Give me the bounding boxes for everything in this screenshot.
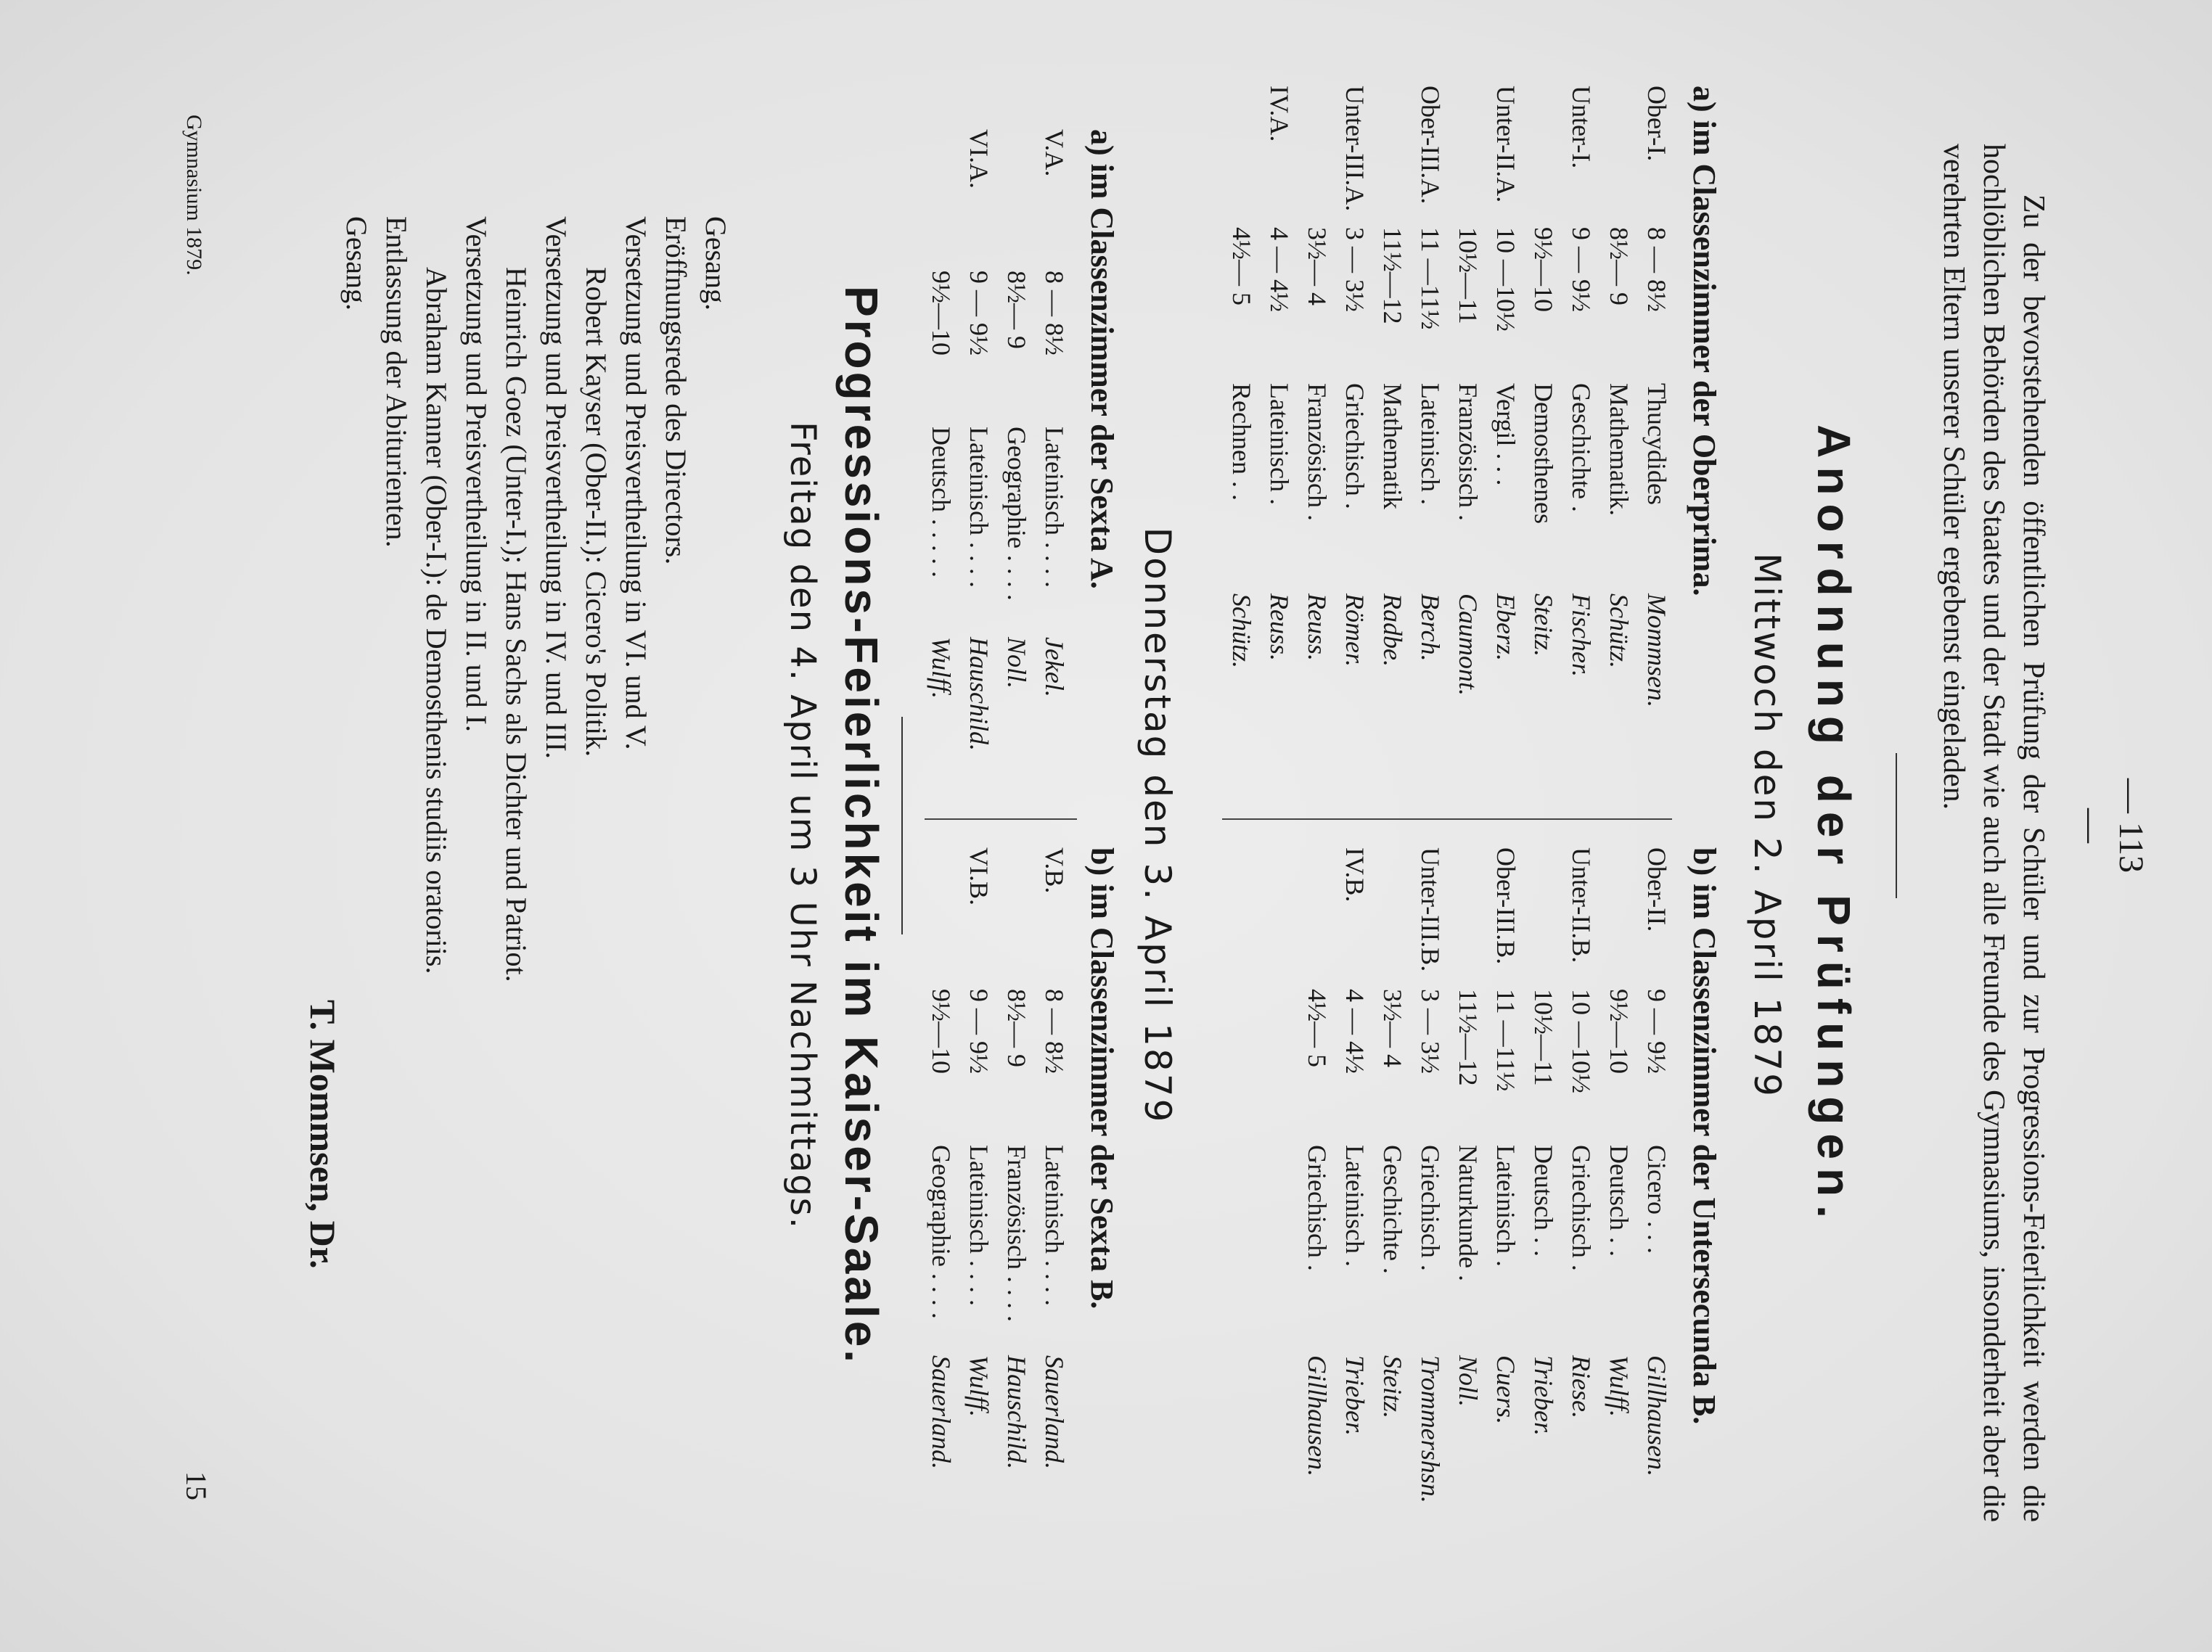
time-cell: 4½— 5 [1303,989,1332,1067]
class-cell: IV.A. [1265,86,1294,142]
time-cell: 10 —10½ [1567,989,1596,1093]
intro-paragraph [1933,144,2053,1522]
section-heading-untersecunda-b: b) im Classenzimmer der Untersecunda B. [1687,847,1722,1425]
class-cell: Ober-I. [1642,86,1671,162]
programme-item: Eröffnungsrede des Directors. [660,216,692,565]
column-divider [925,818,1077,820]
schedule-row [1295,847,1332,1573]
day1-date: Mittwoch den 2. April 1879 [1746,553,1788,1098]
teacher-cell: Jekel. [1040,637,1069,697]
subject-cell: Geographie . . . . [927,1145,956,1319]
time-cell: 10 —10½ [1491,227,1520,332]
class-cell: Ober-III.B. [1491,847,1520,965]
rotated-page [32,28,2180,1624]
teacher-cell: Noll. [1002,637,1031,689]
programme-item: Heinrich Goez (Unter-I.); Hans Sachs als Dichter und Patriot. [500,267,533,982]
time-cell: 4½— 5 [1227,227,1256,305]
schedule-row [919,129,957,811]
class-cell: V.A. [1040,129,1069,177]
footer-left: Gymnasium 1879. [182,115,206,276]
page-number: — 113 — [2072,778,2150,874]
schedule-row [1370,847,1408,1573]
schedule-row [1597,847,1634,1573]
teacher-cell: Trieber. [1529,1355,1558,1437]
teacher-cell: Trommershsn. [1416,1355,1445,1503]
time-cell: 8½— 9 [1605,227,1634,305]
subject-cell: Naturkunde . [1454,1145,1483,1281]
schedule-row [1332,86,1370,811]
subject-cell: Griechisch . [1567,1145,1596,1271]
subject-cell: Deutsch . . [1529,1145,1558,1257]
time-cell: 3½— 4 [1378,989,1407,1067]
schedule-row [1521,86,1559,811]
teacher-cell: Sauerland. [927,1355,956,1469]
subject-cell: Lateinisch . [1416,383,1445,505]
programme-item: Versetzung und Preisvertheilung in VI. und V. [620,216,652,750]
class-cell: IV.B. [1340,847,1369,903]
teacher-cell: Gillhausen. [1303,1355,1332,1476]
time-cell: 8 — 8½ [1040,989,1069,1074]
teacher-cell: Reuss. [1265,593,1294,661]
subject-cell: Deutsch . . [1605,1145,1634,1257]
teacher-cell: Schütz. [1605,593,1634,668]
time-cell: 8½— 9 [1002,271,1031,349]
schedule-row [1032,847,1070,1544]
time-cell: 3 — 3½ [1340,227,1369,312]
teacher-cell: Hauschild. [1002,1355,1031,1469]
column-divider [1222,818,1672,820]
divider [1896,753,1897,898]
signature [302,1000,344,1269]
schedule-row [1634,86,1672,811]
subject-cell: Griechisch . [1340,383,1369,509]
schedule-row [1559,86,1597,811]
teacher-cell: Römer. [1340,593,1369,667]
time-cell: 3½— 4 [1303,227,1332,305]
schedule-row [1634,847,1672,1573]
subject-cell: Lateinisch . . . . [1040,1145,1069,1306]
time-cell: 4 — 4½ [1340,989,1369,1074]
subject-cell: Deutsch . . . . . [927,427,956,578]
subject-cell: Lateinisch . . . . [1040,427,1069,588]
teacher-cell: Riese. [1567,1355,1596,1418]
subject-cell: Vergil . . . [1491,383,1520,486]
schedule-row [1597,86,1634,811]
schedule-table-oberprima [1208,86,1672,811]
subject-cell: Lateinisch . . . . [964,1145,994,1306]
time-cell: 11½—12 [1454,989,1483,1086]
programme-item: Gesang. [700,216,732,311]
teacher-cell: Mommsen. [1642,593,1671,707]
time-cell: 9 — 9½ [1642,989,1671,1074]
time-cell: 9 — 9½ [1567,227,1596,312]
teacher-cell: Gillhausen. [1642,1355,1671,1476]
schedule-table-sexta-a [910,129,1070,811]
section-heading-oberprima: a) im Classenzimmer der Oberprima. [1687,86,1722,596]
ceremony-date: Freitag den 4. April um 3 Uhr Nachmittags. [782,421,823,1230]
class-cell: VI.A. [964,129,994,189]
schedule-row [1370,86,1408,811]
time-cell: 11½—12 [1378,227,1407,324]
subject-cell: Geschichte . [1378,1145,1407,1274]
schedule-row [1521,847,1559,1573]
section-heading-sexta-b: b) im Classenzimmer der Sexta B. [1084,847,1120,1310]
schedule-table-untersecunda-b [1208,847,1672,1573]
class-cell: Unter-III.B. [1416,847,1445,972]
schedule-row [1483,86,1521,811]
subject-cell: Französisch . [1454,383,1483,521]
class-cell: VI.B. [964,847,994,905]
programme-item: Entlassung der Abiturienten. [380,216,413,548]
ceremony-programme [337,216,736,982]
class-cell: Unter-I. [1567,86,1596,169]
teacher-cell: Caumont. [1454,593,1483,696]
subject-cell: Lateinisch . [1265,383,1294,505]
subject-cell: Mathematik [1378,383,1407,509]
subject-cell: Mathematik. [1605,383,1634,516]
footer-page-number: 15 [180,1471,213,1500]
time-cell: 10½—11 [1529,989,1558,1086]
section-heading-sexta-a: a) im Classenzimmer der Sexta A. [1084,129,1120,589]
time-cell: 9 — 9½ [964,271,994,356]
schedule-row [1219,86,1257,811]
time-cell: 8 — 8½ [1040,271,1069,356]
time-cell: 8½— 9 [1002,989,1031,1067]
schedule-row [994,847,1032,1544]
time-cell: 8 — 8½ [1642,227,1671,312]
class-cell: Unter-II.B. [1567,847,1596,963]
schedule-row [1332,847,1370,1573]
time-cell: 4 — 4½ [1265,227,1294,312]
time-cell: 3 — 3½ [1416,989,1445,1074]
subject-cell: Demosthenes [1529,383,1558,524]
class-cell: Unter-III.A. [1340,86,1369,212]
time-cell: 9 — 9½ [964,989,994,1074]
schedule-table-sexta-b [910,847,1070,1544]
subject-cell: Lateinisch . . . . [964,427,994,588]
teacher-cell: Trieber. [1340,1355,1369,1437]
programme-item: Versetzung und Preisvertheilung in II. und I. [460,216,493,732]
programme-item: Abraham Kanner (Ober-I.): de Demosthenis studiis oratoriis. [420,267,453,974]
schedule-row [1408,847,1446,1573]
programme-item: Gesang. [340,216,373,311]
schedule-row [1295,86,1332,811]
teacher-cell: Eberz. [1491,593,1520,661]
subject-cell: Lateinisch . [1491,1145,1520,1267]
class-cell: Unter-II.A. [1491,86,1520,203]
signature-text: T. Mommsen, Dr. [303,1000,343,1269]
teacher-cell: Wulff. [927,637,956,699]
teacher-cell: Schütz. [1227,593,1256,668]
subject-cell: Griechisch . [1303,1145,1332,1271]
time-cell: 9½—10 [927,989,956,1074]
teacher-cell: Steitz. [1378,1355,1407,1418]
teacher-cell: Sauerland. [1040,1355,1069,1469]
schedule-row [1257,86,1295,811]
schedule-row [1559,847,1597,1573]
teacher-cell: Fischer. [1567,593,1596,677]
subject-cell: Französisch . [1303,383,1332,521]
class-cell: Ober-III.A. [1416,86,1445,205]
teacher-cell: Berch. [1416,593,1445,662]
teacher-cell: Radbe. [1378,593,1407,667]
schedule-row [994,129,1032,811]
subject-cell: Geschichte . [1567,383,1596,512]
page-title: Anordnung der Prüfungen. [1808,424,1860,1227]
schedule-row [1032,129,1070,811]
teacher-cell: Reuss. [1303,593,1332,661]
subject-cell: Cicero . . . [1642,1145,1671,1254]
subject-cell: Französisch . . . . [1002,1145,1031,1322]
time-cell: 11 —11½ [1416,227,1445,330]
programme-item: Robert Kayser (Ober-II.): Cicero's Politik. [580,267,613,757]
teacher-cell: Steitz. [1529,593,1558,657]
subject-cell: Geographie . . . . [1002,427,1031,601]
subject-cell: Griechisch . [1416,1145,1445,1271]
programme-item: Versetzung und Preisvertheilung in IV. und III. [540,216,573,760]
teacher-cell: Wulff. [964,1355,994,1418]
time-cell: 10½—11 [1454,227,1483,324]
teacher-cell: Noll. [1454,1355,1483,1408]
schedule-row [1446,847,1483,1573]
schedule-row [919,847,957,1544]
schedule-row [957,129,994,811]
time-cell: 11 —11½ [1491,989,1520,1092]
schedule-row [957,847,994,1544]
subject-cell: Thucydides [1642,383,1671,505]
ceremony-title: Progressions-Feierlichkeit im Kaiser-Saale. [835,285,888,1366]
time-cell: 9½—10 [927,271,956,356]
time-cell: 9½—10 [1605,989,1634,1074]
time-cell: 9½—10 [1529,227,1558,312]
class-cell: V.B. [1040,847,1069,894]
schedule-row [1408,86,1446,811]
class-cell: Ober-II. [1642,847,1671,932]
subject-cell: Lateinisch . [1340,1145,1369,1267]
teacher-cell: Cuers. [1491,1355,1520,1425]
intro-text: Zu der bevorstehenden öffentlichen Prüfung der Schüler und zur Progressions-Feierlichkeit werden die hochlöblichen Behörden des Staates und der Stadt wie auch alle Freunde des Gymnasiums, insonderheit aber die verehrten Eltern unserer Schüler ergebenst eingeladen. [1937,144,2050,1522]
divider [901,717,903,934]
schedule-row [1446,86,1483,811]
subject-cell: Rechnen . . [1227,383,1256,501]
day2-date: Donnerstag den 3. April 1879 [1136,527,1179,1125]
teacher-cell: Hauschild. [964,637,994,751]
teacher-cell: Wulff. [1605,1355,1634,1418]
schedule-row [1483,847,1521,1573]
